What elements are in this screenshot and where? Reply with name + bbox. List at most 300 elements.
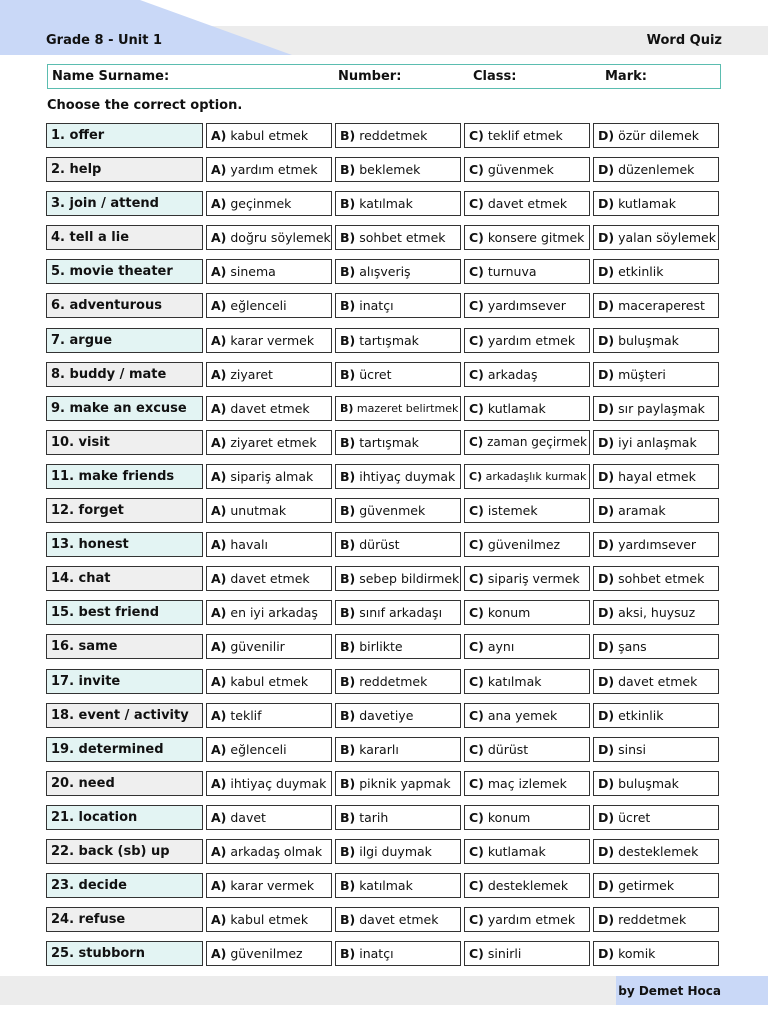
option-text: yalan söylemek	[618, 230, 716, 246]
option-text: inatçı	[359, 946, 394, 962]
option-d[interactable]	[593, 566, 719, 591]
option-letter: B)	[340, 230, 356, 246]
option-b[interactable]	[335, 532, 461, 557]
option-text: kutlamak	[487, 400, 546, 416]
option-text: yardım etmek	[487, 912, 576, 928]
option-text: tartışmak	[359, 434, 419, 450]
option-text: davet	[230, 809, 266, 825]
option-text: konum	[487, 605, 531, 621]
option-c[interactable]	[464, 703, 590, 728]
option-letter: D)	[598, 366, 615, 382]
option-text: tartışmak	[359, 332, 419, 348]
option-b[interactable]	[335, 498, 461, 523]
option-text: güvenmek	[359, 503, 426, 519]
option-d[interactable]	[593, 839, 719, 864]
option-text: eğlenceli	[230, 741, 287, 757]
option-letter: A)	[211, 503, 227, 519]
option-b[interactable]	[335, 430, 461, 455]
option-letter: A)	[211, 741, 227, 757]
option-letter: A)	[211, 809, 227, 825]
question-word: 13. honest	[46, 532, 203, 557]
option-a[interactable]	[206, 669, 332, 694]
option-letter: C)	[469, 162, 484, 178]
question-word: 20. need	[46, 771, 203, 796]
question-word: 10. visit	[46, 430, 203, 455]
question-word: 2. help	[46, 157, 203, 182]
option-letter: D)	[598, 537, 615, 553]
option-text: mazeret belirtmek	[356, 401, 459, 415]
option-b[interactable]	[335, 362, 461, 387]
option-d[interactable]	[593, 498, 719, 523]
option-letter: A)	[211, 843, 227, 859]
class-field-label: Class:	[473, 69, 517, 84]
question-word: 15. best friend	[46, 600, 203, 625]
option-letter: A)	[211, 400, 227, 416]
question-row	[46, 293, 722, 318]
option-d[interactable]	[593, 123, 719, 148]
option-c[interactable]	[464, 430, 590, 455]
option-a[interactable]	[206, 396, 332, 421]
option-d[interactable]	[593, 464, 719, 489]
option-letter: B)	[340, 366, 356, 382]
option-letter: C)	[469, 605, 484, 621]
option-letter: D)	[598, 434, 615, 450]
option-letter: B)	[340, 912, 356, 928]
option-b[interactable]	[335, 669, 461, 694]
option-letter: C)	[469, 128, 484, 143]
option-text: sebep bildirmek	[359, 571, 460, 587]
option-b[interactable]	[335, 157, 461, 182]
option-letter: B)	[340, 196, 356, 212]
option-c[interactable]	[464, 498, 590, 523]
option-text: şans	[618, 639, 647, 655]
option-b[interactable]	[335, 225, 461, 250]
option-letter: B)	[340, 298, 356, 314]
option-b[interactable]	[335, 771, 461, 796]
option-d[interactable]	[593, 703, 719, 728]
option-letter: A)	[211, 128, 227, 143]
page-title: Grade 8 - Unit 1	[46, 33, 163, 48]
option-letter: D)	[598, 741, 615, 757]
option-d[interactable]	[593, 771, 719, 796]
option-letter: C)	[469, 503, 484, 519]
option-d[interactable]	[593, 941, 719, 966]
option-text: arkadaş olmak	[230, 843, 323, 859]
option-d[interactable]	[593, 157, 719, 182]
option-a[interactable]	[206, 259, 332, 284]
option-text: ihtiyaç duymak	[359, 468, 456, 484]
option-b[interactable]	[335, 191, 461, 216]
option-text: kutlamak	[487, 843, 546, 859]
option-text: kabul etmek	[230, 912, 309, 928]
option-b[interactable]	[335, 396, 461, 421]
question-word: 24. refuse	[46, 907, 203, 932]
name-field-label: Name Surname:	[52, 69, 170, 84]
option-a[interactable]	[206, 941, 332, 966]
option-b[interactable]	[335, 259, 461, 284]
question-row	[46, 498, 722, 523]
option-c[interactable]	[464, 873, 590, 898]
question-word: 3. join / attend	[46, 191, 203, 216]
option-letter: B)	[340, 162, 356, 178]
option-letter: A)	[211, 639, 227, 655]
option-text: aynı	[487, 639, 515, 655]
option-text: tarih	[359, 809, 389, 825]
option-letter: B)	[340, 809, 356, 825]
option-b[interactable]	[335, 737, 461, 762]
option-letter: D)	[598, 571, 615, 587]
option-letter: D)	[598, 946, 615, 962]
option-text: turnuva	[487, 264, 537, 280]
option-text: güvenmek	[487, 162, 554, 178]
question-row	[46, 328, 722, 353]
option-b[interactable]	[335, 566, 461, 591]
option-a[interactable]	[206, 123, 332, 148]
option-a[interactable]	[206, 464, 332, 489]
author-credit: by Demet Hoca	[618, 984, 721, 998]
option-letter: B)	[340, 434, 356, 450]
option-a[interactable]	[206, 703, 332, 728]
option-a[interactable]	[206, 839, 332, 864]
option-text: buluşmak	[618, 775, 679, 791]
option-text: ilgi duymak	[359, 843, 432, 859]
option-letter: D)	[598, 843, 615, 859]
option-text: teklif	[230, 707, 262, 723]
option-letter: D)	[598, 639, 615, 655]
option-text: istemek	[487, 503, 538, 519]
option-b[interactable]	[335, 634, 461, 659]
option-text: sınıf arkadaşı	[359, 605, 443, 621]
question-word: 12. forget	[46, 498, 203, 523]
option-c[interactable]	[464, 907, 590, 932]
option-a[interactable]	[206, 566, 332, 591]
question-row	[46, 600, 722, 625]
option-letter: A)	[211, 434, 227, 450]
option-a[interactable]	[206, 600, 332, 625]
question-row	[46, 225, 722, 250]
option-letter: B)	[340, 128, 356, 143]
option-text: davet etmek	[618, 673, 698, 689]
option-a[interactable]	[206, 157, 332, 182]
option-letter: D)	[598, 503, 615, 519]
option-text: kabul etmek	[230, 673, 309, 689]
option-text: aksi, huysuz	[618, 605, 696, 621]
option-c[interactable]	[464, 771, 590, 796]
option-text: maceraperest	[618, 298, 705, 314]
option-text: unutmak	[230, 503, 287, 519]
option-text: ücret	[618, 809, 651, 825]
option-c[interactable]	[464, 805, 590, 830]
option-text: piknik yapmak	[359, 775, 451, 791]
option-text: davet etmek	[230, 400, 310, 416]
option-d[interactable]	[593, 600, 719, 625]
option-a[interactable]	[206, 873, 332, 898]
question-row	[46, 259, 722, 284]
option-letter: C)	[469, 264, 484, 280]
option-letter: B)	[340, 605, 356, 621]
option-text: düzenlemek	[618, 162, 695, 178]
option-text: sipariş almak	[230, 468, 314, 484]
question-row	[46, 464, 722, 489]
option-d[interactable]	[593, 396, 719, 421]
option-b[interactable]	[335, 464, 461, 489]
option-d[interactable]	[593, 669, 719, 694]
option-c[interactable]	[464, 634, 590, 659]
option-text: iyi anlaşmak	[618, 434, 697, 450]
option-letter: A)	[211, 673, 227, 689]
question-row	[46, 396, 722, 421]
option-c[interactable]	[464, 532, 590, 557]
student-info-box	[47, 64, 721, 89]
number-field-label: Number:	[338, 69, 402, 84]
option-a[interactable]	[206, 225, 332, 250]
option-c[interactable]	[464, 362, 590, 387]
option-letter: C)	[469, 707, 484, 723]
option-text: teklif etmek	[487, 128, 563, 143]
option-letter: A)	[211, 912, 227, 928]
question-row	[46, 157, 722, 182]
option-letter: A)	[211, 878, 227, 894]
option-text: kutlamak	[618, 196, 676, 212]
question-row	[46, 873, 722, 898]
quiz-label: Word Quiz	[646, 33, 722, 48]
option-letter: D)	[598, 468, 615, 484]
option-letter: C)	[469, 400, 484, 416]
question-word: 16. same	[46, 634, 203, 659]
option-text: yardımsever	[618, 537, 697, 553]
option-text: dürüst	[359, 537, 400, 553]
option-letter: C)	[469, 366, 484, 382]
mark-field-label: Mark:	[605, 69, 647, 84]
option-c[interactable]	[464, 328, 590, 353]
question-row	[46, 907, 722, 932]
option-b[interactable]	[335, 293, 461, 318]
option-b[interactable]	[335, 123, 461, 148]
option-letter: B)	[340, 537, 356, 553]
option-text: yardım etmek	[230, 162, 318, 178]
option-letter: B)	[340, 843, 356, 859]
option-a[interactable]	[206, 293, 332, 318]
option-a[interactable]	[206, 907, 332, 932]
option-a[interactable]	[206, 737, 332, 762]
option-d[interactable]	[593, 225, 719, 250]
option-c[interactable]	[464, 225, 590, 250]
option-letter: C)	[469, 775, 484, 791]
option-b[interactable]	[335, 839, 461, 864]
option-letter: C)	[469, 639, 484, 655]
option-d[interactable]	[593, 293, 719, 318]
option-text: davetiye	[359, 707, 414, 723]
option-letter: D)	[598, 605, 615, 621]
option-letter: B)	[340, 401, 354, 415]
option-d[interactable]	[593, 430, 719, 455]
option-text: güvenilmez	[230, 946, 303, 962]
option-a[interactable]	[206, 498, 332, 523]
option-text: desteklemek	[618, 843, 699, 859]
option-c[interactable]	[464, 157, 590, 182]
question-row	[46, 771, 722, 796]
question-word: 17. invite	[46, 669, 203, 694]
option-c[interactable]	[464, 669, 590, 694]
option-d[interactable]	[593, 259, 719, 284]
option-text: karar vermek	[230, 332, 315, 348]
option-text: sohbet etmek	[359, 230, 446, 246]
option-text: yardım etmek	[487, 332, 576, 348]
option-d[interactable]	[593, 737, 719, 762]
option-text: ana yemek	[487, 707, 558, 723]
option-d[interactable]	[593, 873, 719, 898]
option-text: getirmek	[618, 878, 675, 894]
option-c[interactable]	[464, 293, 590, 318]
question-word: 14. chat	[46, 566, 203, 591]
option-letter: C)	[469, 878, 484, 894]
question-row	[46, 703, 722, 728]
option-letter: C)	[469, 741, 484, 757]
option-text: ihtiyaç duymak	[230, 775, 327, 791]
question-row	[46, 737, 722, 762]
option-d[interactable]	[593, 362, 719, 387]
option-a[interactable]	[206, 532, 332, 557]
option-a[interactable]	[206, 328, 332, 353]
option-text: arkadaşlık kurmak	[485, 469, 587, 483]
option-text: arkadaş	[487, 366, 538, 382]
option-text: sır paylaşmak	[618, 400, 705, 416]
option-text: davet etmek	[359, 912, 439, 928]
option-text: geçinmek	[230, 196, 292, 212]
question-row	[46, 123, 722, 148]
option-a[interactable]	[206, 634, 332, 659]
option-letter: A)	[211, 707, 227, 723]
option-c[interactable]	[464, 600, 590, 625]
option-c[interactable]	[464, 191, 590, 216]
option-letter: A)	[211, 775, 227, 791]
option-letter: D)	[598, 298, 615, 314]
option-c[interactable]	[464, 123, 590, 148]
option-letter: D)	[598, 162, 615, 178]
question-row	[46, 839, 722, 864]
option-text: karar vermek	[230, 878, 315, 894]
option-letter: D)	[598, 912, 615, 928]
option-letter: B)	[340, 503, 356, 519]
option-letter: A)	[211, 298, 227, 314]
question-word: 25. stubborn	[46, 941, 203, 966]
option-text: doğru söylemek	[230, 230, 331, 246]
option-text: özür dilemek	[618, 128, 699, 143]
option-letter: D)	[598, 707, 615, 723]
option-text: davet etmek	[487, 196, 568, 212]
option-text: ziyaret etmek	[230, 434, 317, 450]
option-letter: A)	[211, 537, 227, 553]
option-d[interactable]	[593, 191, 719, 216]
option-text: sohbet etmek	[618, 571, 705, 587]
option-letter: A)	[211, 196, 227, 212]
option-d[interactable]	[593, 328, 719, 353]
option-letter: A)	[211, 571, 227, 587]
option-c[interactable]	[464, 464, 590, 489]
option-letter: A)	[211, 264, 227, 280]
question-word: 23. decide	[46, 873, 203, 898]
option-text: alışveriş	[359, 264, 411, 280]
option-c[interactable]	[464, 259, 590, 284]
option-b[interactable]	[335, 703, 461, 728]
question-word: 1. offer	[46, 123, 203, 148]
question-word: 9. make an excuse	[46, 396, 203, 421]
option-text: birlikte	[359, 639, 403, 655]
option-c[interactable]	[464, 396, 590, 421]
option-letter: D)	[598, 809, 615, 825]
question-word: 11. make friends	[46, 464, 203, 489]
option-text: konum	[487, 809, 531, 825]
option-a[interactable]	[206, 362, 332, 387]
option-c[interactable]	[464, 941, 590, 966]
question-row	[46, 805, 722, 830]
option-text: en iyi arkadaş	[230, 605, 318, 621]
option-d[interactable]	[593, 634, 719, 659]
option-letter: C)	[469, 196, 484, 212]
option-b[interactable]	[335, 941, 461, 966]
option-text: etkinlik	[618, 264, 664, 280]
option-letter: C)	[469, 434, 484, 449]
option-letter: C)	[469, 946, 484, 962]
option-b[interactable]	[335, 907, 461, 932]
option-text: inatçı	[359, 298, 394, 314]
option-text: reddetmek	[359, 128, 428, 143]
option-c[interactable]	[464, 839, 590, 864]
option-letter: C)	[469, 230, 484, 246]
option-a[interactable]	[206, 805, 332, 830]
option-text: eğlenceli	[230, 298, 287, 314]
option-text: sinsi	[618, 741, 646, 757]
option-letter: C)	[469, 537, 484, 553]
option-a[interactable]	[206, 430, 332, 455]
option-letter: D)	[598, 230, 615, 246]
option-text: ziyaret	[230, 366, 273, 382]
option-text: sinirli	[487, 946, 522, 962]
option-letter: A)	[211, 468, 227, 484]
option-text: dürüst	[487, 741, 529, 757]
option-text: havalı	[230, 537, 268, 553]
option-text: ücret	[359, 366, 392, 382]
option-letter: D)	[598, 128, 615, 143]
option-text: müşteri	[618, 366, 666, 382]
option-text: yardımsever	[487, 298, 566, 314]
question-row	[46, 941, 722, 966]
option-b[interactable]	[335, 873, 461, 898]
option-letter: D)	[598, 878, 615, 894]
question-row	[46, 669, 722, 694]
question-row	[46, 430, 722, 455]
option-b[interactable]	[335, 600, 461, 625]
option-text: komik	[618, 946, 656, 962]
option-c[interactable]	[464, 737, 590, 762]
option-b[interactable]	[335, 328, 461, 353]
option-letter: A)	[211, 230, 227, 246]
option-a[interactable]	[206, 771, 332, 796]
option-letter: B)	[340, 878, 356, 894]
quiz-table	[46, 123, 722, 975]
question-row	[46, 362, 722, 387]
option-b[interactable]	[335, 805, 461, 830]
option-d[interactable]	[593, 805, 719, 830]
option-d[interactable]	[593, 532, 719, 557]
option-letter: D)	[598, 332, 615, 348]
question-word: 19. determined	[46, 737, 203, 762]
option-d[interactable]	[593, 907, 719, 932]
option-text: zaman geçirmek	[487, 434, 587, 449]
option-c[interactable]	[464, 566, 590, 591]
option-a[interactable]	[206, 191, 332, 216]
option-text: konsere gitmek	[487, 230, 585, 246]
